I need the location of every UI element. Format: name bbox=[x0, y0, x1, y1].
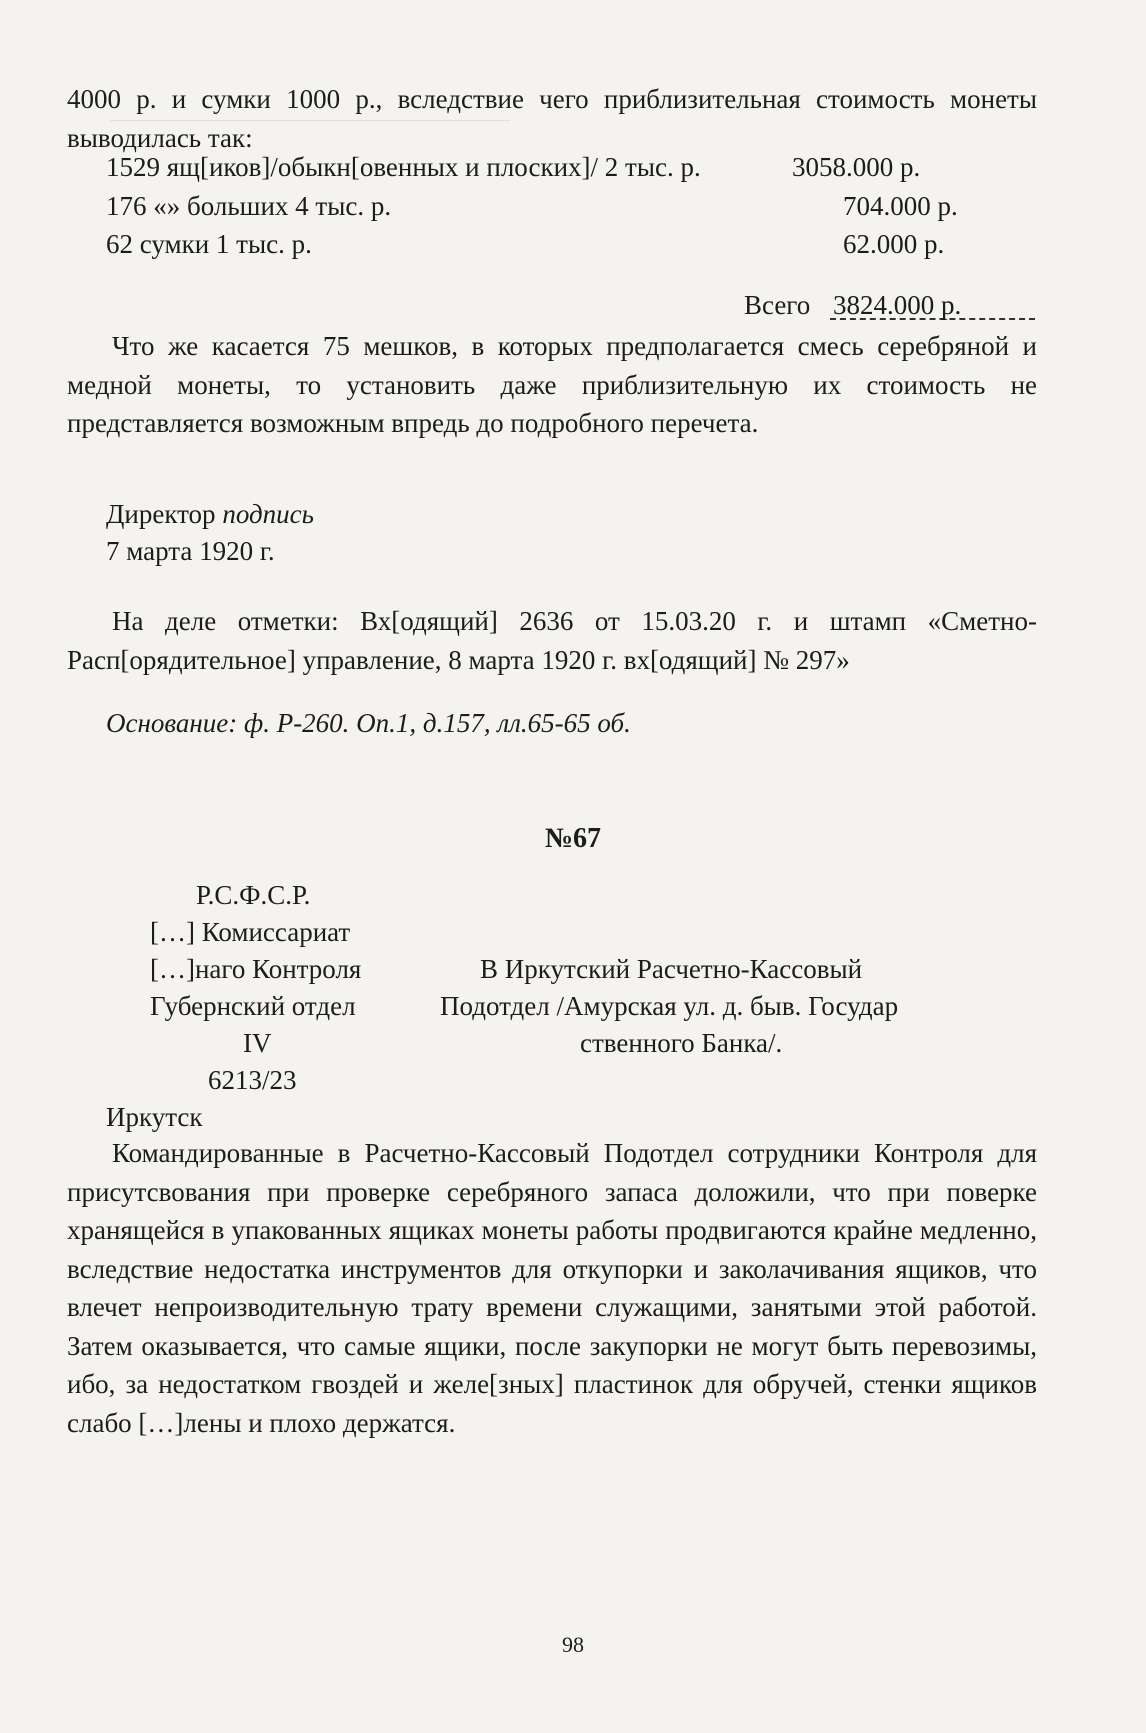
paragraph-inspection-report: Командированные в Расчетно-Кассовый Подотдел сотрудники Контроля для присутсвования при проверке серебряного запаса доложили, что при поверке хранящейся в упакованных ящиках монеты работы продвигаются крайне медленно, вследствие недостатка инструментов для откупорки и заколачивания ящиков, что влечет непроизводительную трату времени служащими, занятыми этой работой. Затем оказывается, что самые ящики, после закупорки не могут быть перевозимы, ибо, за недостатком гвоздей и желе[зных] пластинок для обручей, стенки ящиков слабо […]лены и плохо держатся. bbox=[67, 1138, 1037, 1438]
intro-paragraph: 4000 р. и сумки 1000 р., вследствие чего приблизительная стоимость монеты выводилась так: bbox=[67, 84, 1037, 153]
header-left-line: 6213/23 bbox=[208, 1065, 297, 1095]
header-left-line: IV bbox=[243, 1028, 272, 1058]
director-line bbox=[106, 497, 314, 531]
header-left-line: […]наго Контроля bbox=[150, 954, 362, 984]
header-left-line: Р.С.Ф.С.Р. bbox=[196, 880, 311, 910]
table-row-label: 1529 ящ[иков]/обыкн[овенных и плоских]/ 2 тыс. р. bbox=[106, 152, 701, 182]
addressee-line: ственного Банка/. bbox=[580, 1028, 783, 1058]
director-title: Директор bbox=[106, 499, 216, 529]
header-left-line: Губернский отдел bbox=[150, 991, 356, 1021]
director-signature: подпись bbox=[222, 499, 314, 529]
notes-paragraph: На деле отметки: Вх[одящий] 2636 от 15.03.20 г. и штамп «Сметно-Расп[орядительное] управление, 8 марта 1920 г. вх[одящий] № 297» bbox=[67, 606, 1037, 675]
table-row-value: 704.000 р. bbox=[843, 191, 958, 221]
city: Иркутск bbox=[106, 1102, 203, 1132]
basis-reference: Основание: ф. Р-260. Оп.1, д.157, лл.65-65 об. bbox=[106, 708, 631, 738]
document-number: №67 bbox=[544, 823, 602, 854]
table-row-value: 62.000 р. bbox=[843, 229, 945, 259]
document-date: 7 марта 1920 г. bbox=[106, 536, 275, 566]
page-number: 98 bbox=[562, 1632, 584, 1657]
total-value: 3824.000 р. bbox=[833, 290, 962, 320]
total-label: Всего bbox=[744, 290, 811, 320]
header-left-line: […] Комиссариат bbox=[150, 917, 351, 947]
paragraph-silver-copper: Что же касается 75 мешков, в которых предполагается смесь серебряной и медной монеты, то установить даже приблизительную их стоимость не представляется возможным впредь до подробного перечета. bbox=[67, 331, 1037, 438]
table-row-value: 3058.000 р. bbox=[792, 152, 921, 182]
table-row-label: 62 сумки 1 тыс. р. bbox=[106, 229, 312, 259]
table-row-label: 176 «» больших 4 тыс. р. bbox=[106, 191, 392, 221]
addressee-line: Подотдел /Амурская ул. д. быв. Государ bbox=[440, 991, 899, 1021]
addressee-line: В Иркутский Расчетно-Кассовый bbox=[480, 954, 863, 984]
